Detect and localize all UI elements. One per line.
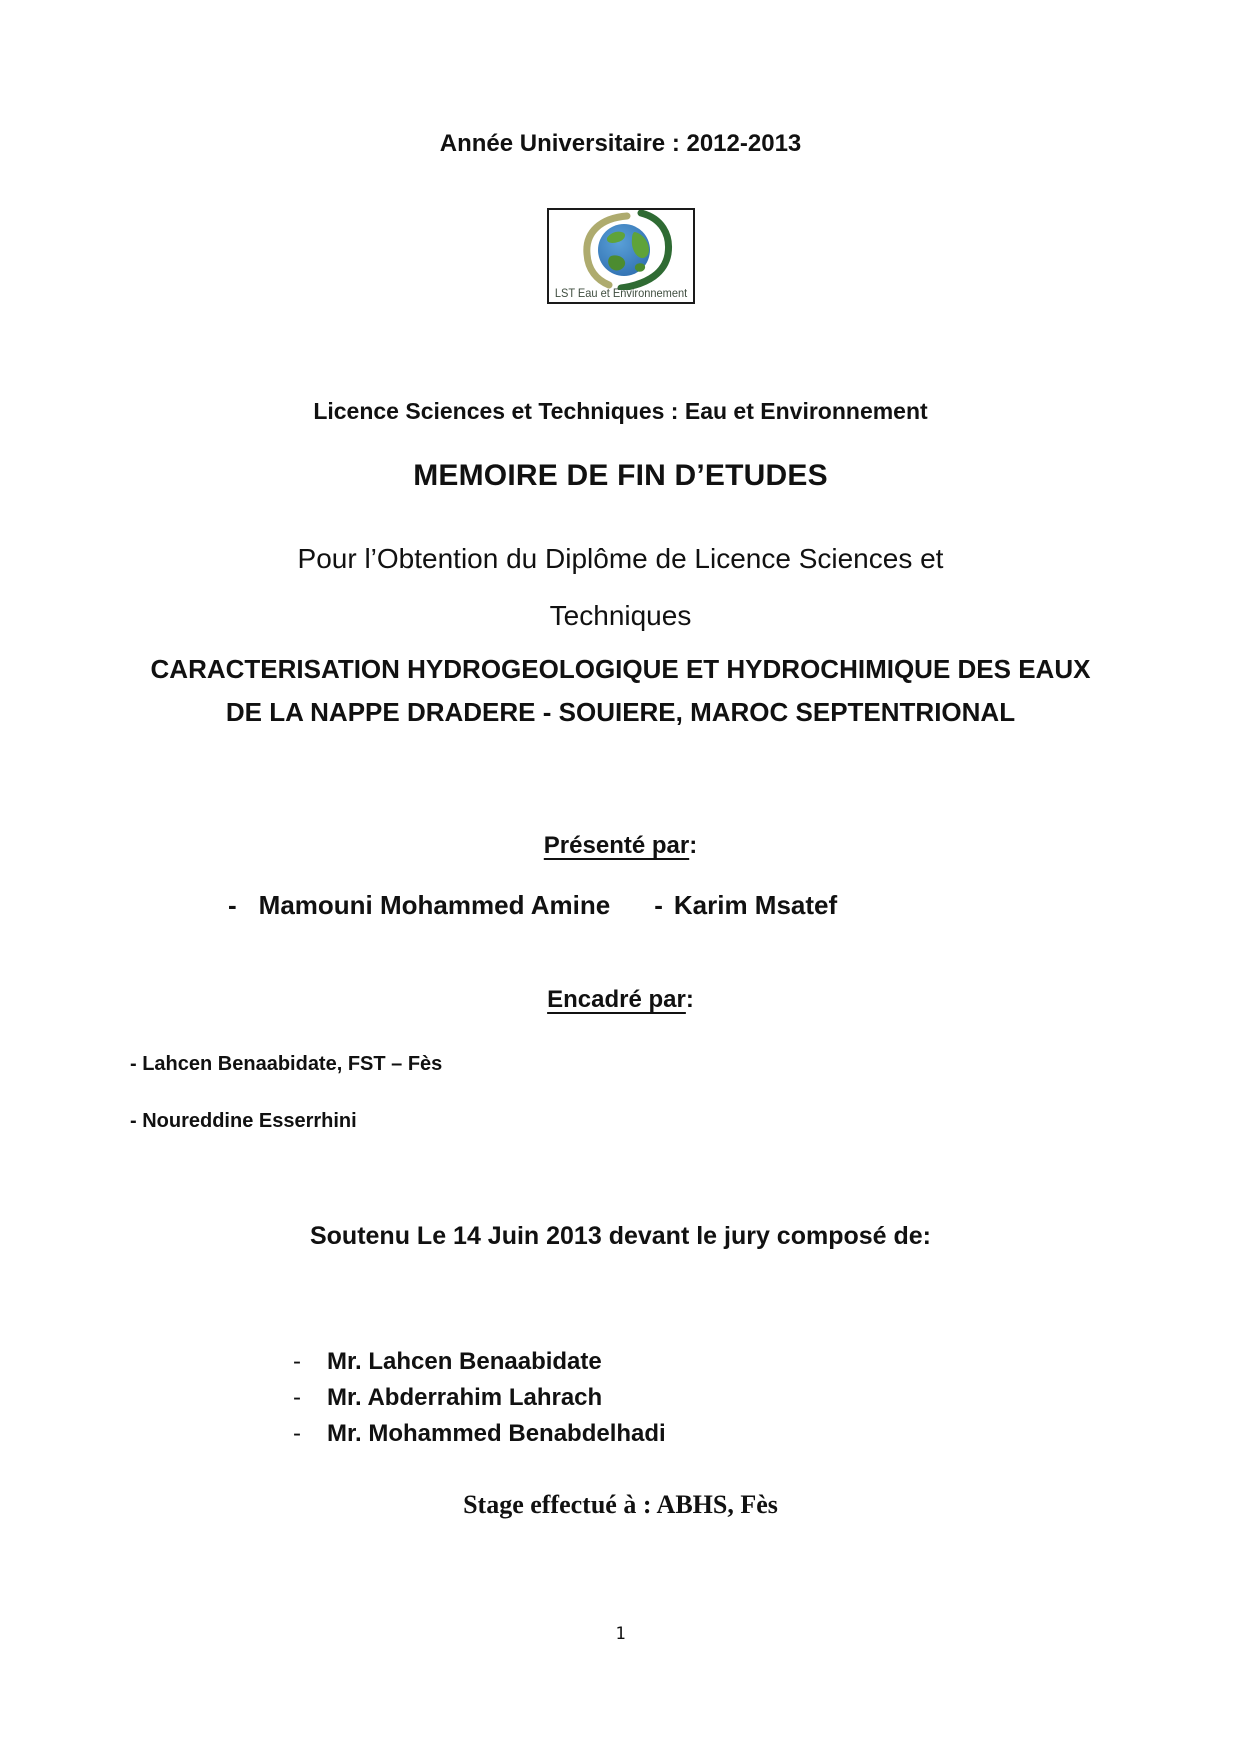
jury-dash-2: - [293,1384,301,1411]
jury-list [293,1348,666,1456]
jury-member-row [293,1384,666,1420]
thesis-title-line-1: CARACTERISATION HYDROGEOLOGIQUE ET HYDROCHIMIQUE DES EAUX [150,654,1091,684]
jury-member-3: Mr. Mohammed Benabdelhadi [327,1420,666,1447]
supervised-by-label: Encadré par [547,986,686,1013]
author-dash-2: - [654,890,663,920]
author-dash-1: - [228,890,237,920]
presented-by-label: Présenté par [543,832,690,859]
lst-logo [547,208,695,304]
logo-caption: LST Eau et Environnement [554,286,687,300]
presented-by-heading [0,832,1241,860]
jury-member-1: Mr. Lahcen Benaabidate [327,1348,602,1375]
purpose-block [0,530,1241,644]
jury-member-row [293,1348,666,1384]
authors-line [228,890,837,921]
program-line: Licence Sciences et Techniques : Eau et Environnement [313,398,928,424]
author-name-2: Karim Msatef [673,890,838,920]
supervisor-1: - Lahcen Benaabidate, FST – Fès [130,1053,443,1075]
thesis-title [0,648,1241,734]
author-name-1: Mamouni Mohammed Amine [258,890,611,920]
academic-year-header: Année Universitaire : 2012-2013 [439,130,802,157]
jury-member-row [293,1420,666,1456]
internship-line: Stage effectué à : ABHS, Fès [463,1490,778,1519]
purpose-line-1: Pour l’Obtention du Diplôme de Licence Sciences et [297,543,944,574]
presented-by-colon: : [689,832,698,859]
jury-dash-1: - [293,1348,301,1375]
thesis-title-line-2: DE LA NAPPE DRADERE - SOUIERE, MAROC SEPTENTRIONAL [225,697,1016,727]
jury-member-2: Mr. Abderrahim Lahrach [327,1384,603,1411]
page-number: 1 [615,1624,626,1644]
memoir-title: MEMOIRE DE FIN D’ETUDES [413,459,828,492]
supervised-by-colon: : [685,986,694,1013]
supervised-by-heading [0,986,1241,1014]
globe-with-leaves-icon [549,210,693,290]
jury-dash-3: - [293,1420,301,1447]
purpose-line-2: Techniques [549,600,692,631]
supervisor-2: - Noureddine Esserrhini [130,1110,357,1132]
defense-line: Soutenu Le 14 Juin 2013 devant le jury composé de: [309,1222,932,1250]
